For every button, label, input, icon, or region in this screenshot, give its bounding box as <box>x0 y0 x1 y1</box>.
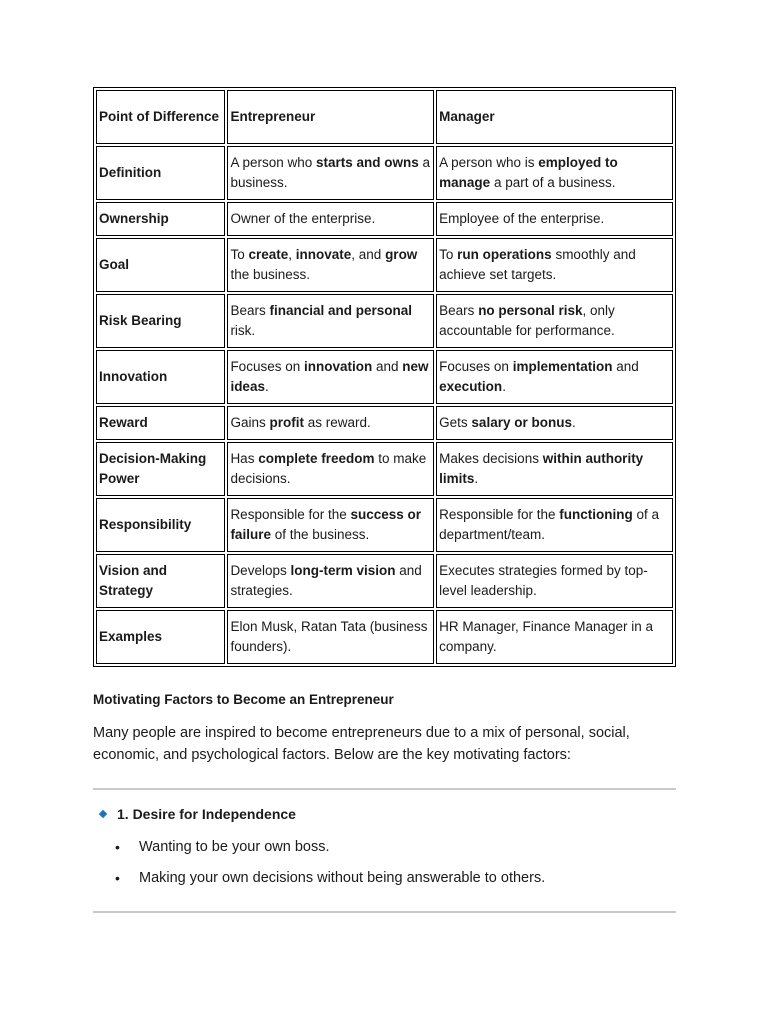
text-run: Bears <box>230 302 270 318</box>
text-run: as reward. <box>303 414 371 430</box>
text-run: Makes decisions <box>439 450 543 466</box>
entrepreneur-cell <box>227 146 434 200</box>
text-run: Focuses on <box>230 358 304 374</box>
text-run: To <box>230 246 249 262</box>
bold-text: innovate <box>295 246 352 262</box>
section-intro: Many people are inspired to become entrepreneurs due to a mix of personal, social, economic, and psychological factors. Below are the key motivating factors: <box>93 725 630 763</box>
table-row <box>96 202 673 236</box>
bold-text: create <box>248 246 289 262</box>
text-run: , and <box>351 246 386 262</box>
section-heading: Motivating Factors to Become an Entrepreneur <box>93 692 394 707</box>
text-run: . <box>502 379 506 394</box>
table-header-row <box>96 90 673 144</box>
entrepreneur-cell <box>227 406 434 440</box>
row-label: Decision-Making Power <box>96 442 225 496</box>
manager-cell <box>436 294 673 348</box>
text-run: of a department/team. <box>439 506 659 542</box>
table-row <box>96 498 673 552</box>
factor-heading-text: 1. Desire for Independence <box>117 806 296 822</box>
entrepreneur-cell <box>227 610 434 664</box>
text-run: HR Manager, Finance Manager in a company. <box>439 618 654 654</box>
row-label: Ownership <box>96 202 225 236</box>
entrepreneur-cell <box>227 442 434 496</box>
text-run: Employee of the enterprise. <box>439 210 605 226</box>
table-row <box>96 146 673 200</box>
text-run: Bears <box>439 302 479 318</box>
text-run: Elon Musk, Ratan Tata (business founders). <box>230 618 428 654</box>
table-row <box>96 294 673 348</box>
factor-bullet-list <box>93 836 545 898</box>
text-run: Gains <box>230 414 270 430</box>
text-run: A person who is <box>439 154 539 170</box>
text-run: Has <box>230 450 259 466</box>
row-label: Risk Bearing <box>96 294 225 348</box>
text-run: and <box>612 358 639 374</box>
divider-top <box>93 788 676 790</box>
bold-text: within authority limits <box>439 450 644 486</box>
bold-text: financial and personal <box>269 302 413 318</box>
row-label: Examples <box>96 610 225 664</box>
row-label: Responsibility <box>96 498 225 552</box>
bold-text: new ideas <box>230 358 429 394</box>
bold-text: profit <box>269 414 304 430</box>
bold-text: execution <box>439 379 503 394</box>
text-run: A person who <box>230 154 316 170</box>
text-run: , <box>288 246 296 262</box>
row-label: Definition <box>96 146 225 200</box>
factor-heading <box>100 806 296 822</box>
divider-bottom <box>93 911 676 913</box>
entrepreneur-cell <box>227 294 434 348</box>
manager-cell <box>436 610 673 664</box>
header-manager: Manager <box>436 90 673 144</box>
entrepreneur-cell <box>227 554 434 608</box>
manager-cell <box>436 554 673 608</box>
manager-cell <box>436 406 673 440</box>
manager-cell <box>436 202 673 236</box>
table-row <box>96 238 673 292</box>
bold-text: grow <box>385 246 418 262</box>
text-run: , only accountable for performance. <box>439 302 615 338</box>
row-label: Reward <box>96 406 225 440</box>
manager-cell <box>436 350 673 404</box>
diamond-bullet-icon <box>99 810 107 818</box>
text-run: . <box>264 379 269 394</box>
text-run: Gets <box>439 414 472 430</box>
comparison-table <box>93 87 676 667</box>
text-run: Owner of the enterprise. <box>230 210 376 226</box>
bold-text: innovation <box>303 358 373 374</box>
manager-cell <box>436 442 673 496</box>
text-run: and <box>372 358 403 374</box>
table-row <box>96 554 673 608</box>
text-run: Executes strategies formed by top-level leadership. <box>439 562 648 598</box>
text-run: Responsible for the <box>230 506 351 522</box>
bold-text: implementation <box>512 358 613 374</box>
entrepreneur-cell <box>227 350 434 404</box>
text-run: the business. <box>230 267 310 282</box>
manager-cell <box>436 238 673 292</box>
text-run: Develops <box>230 562 291 578</box>
bold-text: long-term vision <box>290 562 396 578</box>
text-run: . <box>571 414 576 430</box>
entrepreneur-cell <box>227 498 434 552</box>
text-run: a part of a business. <box>490 175 616 190</box>
bold-text: run operations <box>457 246 552 262</box>
text-run: Focuses on <box>439 358 513 374</box>
list-item: • Wanting to be your own boss. <box>93 836 545 858</box>
table-row <box>96 442 673 496</box>
manager-cell <box>436 146 673 200</box>
table-row <box>96 350 673 404</box>
list-item: • Making your own decisions without being answerable to others. <box>93 867 545 889</box>
header-entrepreneur: Entrepreneur <box>227 90 434 144</box>
text-run: To <box>439 246 458 262</box>
text-run: Responsible for the <box>439 506 560 522</box>
header-point-of-difference: Point of Difference <box>96 90 225 144</box>
text-run: . <box>474 471 479 486</box>
text-run: of the business. <box>270 527 370 542</box>
bold-text: success or failure <box>230 506 422 542</box>
text-run: to make decisions. <box>230 450 427 486</box>
table-row <box>96 406 673 440</box>
row-label: Innovation <box>96 350 225 404</box>
manager-cell <box>436 498 673 552</box>
bold-text: functioning <box>559 506 633 522</box>
bold-text: employed to manage <box>439 154 618 190</box>
row-label: Vision and Strategy <box>96 554 225 608</box>
table-row <box>96 610 673 664</box>
entrepreneur-cell <box>227 238 434 292</box>
bold-text: no personal risk <box>478 302 583 318</box>
text-run: and strategies. <box>230 562 422 598</box>
bold-text: complete freedom <box>258 450 375 466</box>
comparison-table-body <box>96 90 673 664</box>
text-run: a business. <box>230 154 431 190</box>
bold-text: starts and owns <box>316 154 419 170</box>
row-label: Goal <box>96 238 225 292</box>
bold-text: salary or bonus <box>471 414 572 430</box>
text-run: risk. <box>230 323 256 338</box>
text-run: smoothly and achieve set targets. <box>439 246 636 282</box>
entrepreneur-cell <box>227 202 434 236</box>
